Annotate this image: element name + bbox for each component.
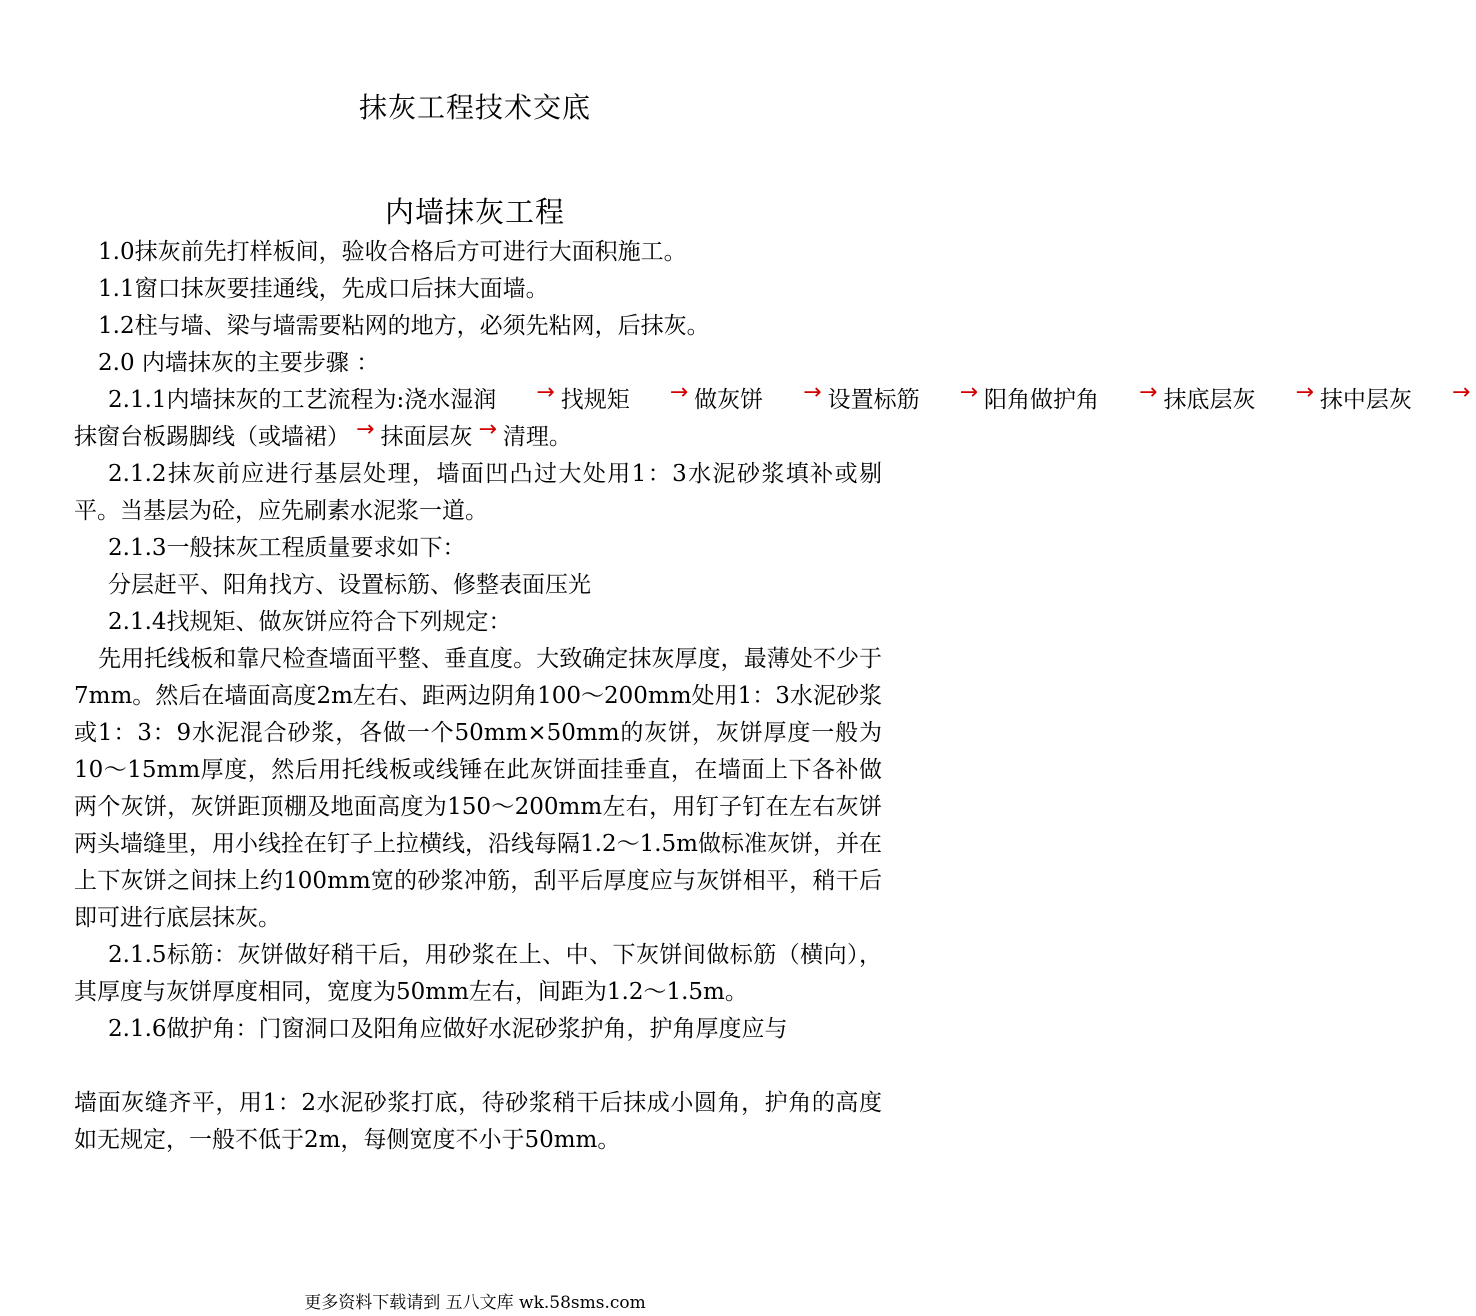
flow-arrow-icon: → <box>536 380 555 405</box>
flow-arrow-icon: → <box>669 380 689 405</box>
flow-step: 找规矩 <box>560 387 630 413</box>
flow-arrow-icon: → <box>959 380 979 405</box>
paragraph-2-1-4: 2.1.4找规矩、做灰饼应符合下列规定： <box>108 609 512 635</box>
page-gap <box>74 1048 882 1085</box>
document-title: 抹灰工程技术交底 <box>358 91 591 124</box>
flow-step: 设置标筋 <box>827 387 920 413</box>
paragraph-2-1-3-items: 分层赶平、阳角找方、设置标筋、修整表面压光 <box>108 572 591 598</box>
paragraph-2-1-2: 2.1.2抹灰前应进行基层处理，墙面凹凸过大处用1：3水泥砂浆填补或剔平。当基层为砼，应先刷素水泥浆一道。 <box>74 461 882 524</box>
paragraph-2-0: 2.0 内墙抹灰的主要步骤 ： <box>98 350 380 376</box>
flow-step: 抹窗台板踢脚线（或墙裙） <box>74 424 350 450</box>
paragraph-1-2: 1.2柱与墙、梁与墙需要粘网的地方，必须先粘网，后抹灰。 <box>98 313 710 339</box>
flow-arrow-icon: → <box>1451 380 1471 405</box>
flow-step: 做灰饼 <box>694 387 764 413</box>
paragraph-2-1-5: 2.1.5标筋：灰饼做好稍干后，用砂浆在上、中、下灰饼间做标筋（横向），其厚度与灰饼厚度相同，宽度为50mm左右，间距为1.2～1.5m。 <box>74 942 882 1005</box>
flow-arrow-icon: → <box>478 417 497 442</box>
process-flow <box>74 380 1471 456</box>
flow-arrow-icon: → <box>356 417 375 442</box>
paragraph-2-1-6: 2.1.6做护角：门窗洞口及阳角应做好水泥砂浆护角，护角厚度应与 <box>108 1016 788 1042</box>
document-body <box>74 234 1471 1159</box>
flow-step: 抹底层灰 <box>1163 387 1256 413</box>
flow-step: 抹中层灰 <box>1319 387 1412 413</box>
flow-step: 清理。 <box>502 424 572 450</box>
flow-arrow-icon: → <box>803 380 822 405</box>
paragraph-2-1-6-continued: 墙面灰缝齐平，用1：2水泥砂浆打底，待砂浆稍干后抹成小圆角，护角的高度如无规定，一般不低于2m，每侧宽度不小于50mm。 <box>74 1090 882 1153</box>
paragraph-1-1: 1.1窗口抹灰要挂通线，先成口后抹大面墙。 <box>98 276 549 302</box>
paragraph-1-0: 1.0抹灰前先打样板间，验收合格后方可进行大面积施工。 <box>98 239 687 265</box>
flow-intro: 2.1.1内墙抹灰的工艺流程为:浇水湿润 <box>108 387 497 413</box>
paragraph-2-1-4-body: 先用托线板和靠尺检查墙面平整、垂直度。大致确定抹灰厚度，最薄处不少于7mm。然后在墙面高度2m左右、距两边阴角100～200mm处用1：3水泥砂浆或1：3：9水泥混合砂浆，各做一个50mm×50mm的灰饼，灰饼厚度一般为10～15mm厚度，然后用托线板或线锤在此灰饼面挂垂直，在墙面上下各补做两个灰饼，灰饼距顶棚及地面高度为150～200mm左右，用钉子钉在左右灰饼两头墙缝里，用小线拴在钉子上拉横线，沿线每隔1.2～1.5m做标准灰饼，并在上下灰饼之间抹上约100mm宽的砂浆冲筋，刮平后厚度应与灰饼相平，稍干后即可进行底层抹灰。 <box>74 646 882 931</box>
flow-step: 抹面层灰 <box>380 424 473 450</box>
flow-arrow-icon: → <box>1295 380 1314 405</box>
footer-text: 更多资料下载请到 五八文库 wk.58sms.com <box>304 1293 646 1313</box>
paragraph-2-1-3: 2.1.3一般抹灰工程质量要求如下： <box>108 535 466 561</box>
flow-step: 阳角做护角 <box>984 387 1100 413</box>
section-title: 内墙抹灰工程 <box>384 195 565 229</box>
flow-arrow-icon: → <box>1139 380 1158 405</box>
